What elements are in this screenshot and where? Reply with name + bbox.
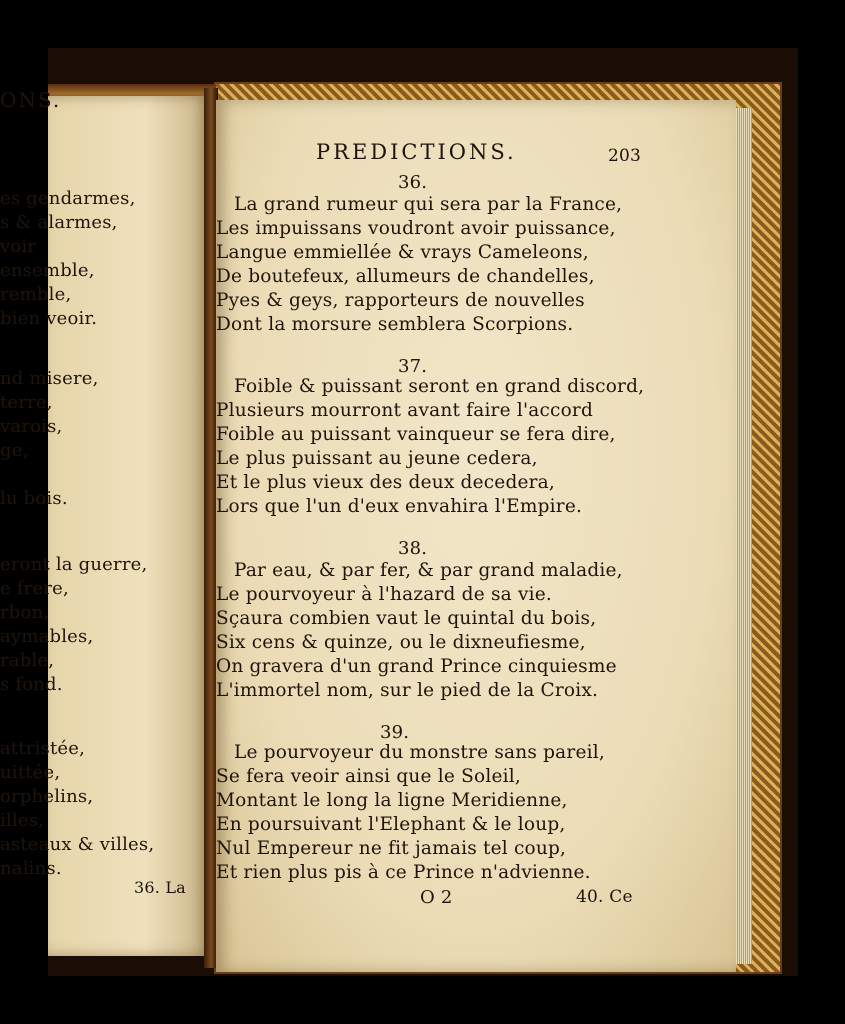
stanza-number: 37. xyxy=(398,356,428,377)
left-line: terre, xyxy=(0,392,53,413)
verse-line: On gravera d'un grand Prince cinquiesme xyxy=(216,656,617,677)
left-running-header: ONS. xyxy=(0,88,62,112)
stanza-number: 39. xyxy=(380,722,410,743)
left-line: attristée, xyxy=(0,738,86,759)
verse-line: Six cens & quinze, ou le dixneufiesme, xyxy=(216,632,586,653)
left-line: illes, xyxy=(0,810,45,831)
left-line: rbon, xyxy=(0,602,50,623)
left-line: voir xyxy=(0,236,37,257)
left-line: asteaux & villes, xyxy=(0,834,155,855)
verse-line: Le pourvoyeur du monstre sans pareil, xyxy=(234,742,605,763)
left-catchword: 36. La xyxy=(134,878,186,897)
verse-line: Lors que l'un d'eux envahira l'Empire. xyxy=(216,496,583,517)
left-line: es gendarmes, xyxy=(0,188,136,209)
verse-line: Pyes & geys, rapporteurs de nouvelles xyxy=(216,290,585,311)
left-line: bien veoir. xyxy=(0,308,98,329)
catchword: 40. Ce xyxy=(576,887,633,907)
verse-line: Nul Empereur ne fit jamais tel coup, xyxy=(216,838,567,859)
left-line: nalins. xyxy=(0,858,62,879)
signature-mark: O 2 xyxy=(420,887,453,908)
verse-line: Langue emmiellée & vrays Cameleons, xyxy=(216,242,589,263)
left-line: ensemble, xyxy=(0,260,95,281)
left-line: aymables, xyxy=(0,626,94,647)
verse-line: En poursuivant l'Elephant & le loup, xyxy=(216,814,566,835)
verse-line: De boutefeux, allumeurs de chandelles, xyxy=(216,266,595,287)
verse-line: Par eau, & par fer, & par grand maladie, xyxy=(234,560,623,581)
left-line: uittée, xyxy=(0,762,61,783)
left-line: orphelins, xyxy=(0,786,94,807)
verse-line: Montant le long la ligne Meridienne, xyxy=(216,790,568,811)
stanza-number: 36. xyxy=(398,172,428,193)
verse-line: Sçaura combien vaut le quintal du bois, xyxy=(216,608,597,629)
running-header: PREDICTIONS. xyxy=(316,140,517,164)
left-line: e frere, xyxy=(0,578,69,599)
verse-line: Et le plus vieux des deux decedera, xyxy=(216,472,555,493)
verse-line: Foible & puissant seront en grand discord, xyxy=(234,376,645,397)
left-line: s fond. xyxy=(0,674,63,695)
verse-line: Et rien plus pis à ce Prince n'advienne. xyxy=(216,862,591,883)
verse-line: Les impuissans voudront avoir puissance, xyxy=(216,218,616,239)
page-edges xyxy=(736,108,752,964)
verse-line: Se fera veoir ainsi que le Soleil, xyxy=(216,766,521,787)
verse-line: Le plus puissant au jeune cedera, xyxy=(216,448,538,469)
left-line: remble, xyxy=(0,284,72,305)
verse-line: Dont la morsure semblera Scorpions. xyxy=(216,314,574,335)
left-line: ge, xyxy=(0,440,29,461)
verse-line: L'immortel nom, sur le pied de la Croix. xyxy=(216,680,599,701)
verse-line: La grand rumeur qui sera par la France, xyxy=(234,194,623,215)
stanza-number: 38. xyxy=(398,538,428,559)
left-line: s & alarmes, xyxy=(0,212,118,233)
left-line: nd misere, xyxy=(0,368,99,389)
left-line: rable, xyxy=(0,650,55,671)
page-number: 203 xyxy=(608,146,642,166)
left-line: varois, xyxy=(0,416,63,437)
left-line: eront la guerre, xyxy=(0,554,148,575)
verse-line: Le pourvoyeur à l'hazard de sa vie. xyxy=(216,584,552,605)
left-line: lu bois. xyxy=(0,488,68,509)
verse-line: Foible au puissant vainqueur se fera dire, xyxy=(216,424,616,445)
verse-line: Plusieurs mourront avant faire l'accord xyxy=(216,400,594,421)
